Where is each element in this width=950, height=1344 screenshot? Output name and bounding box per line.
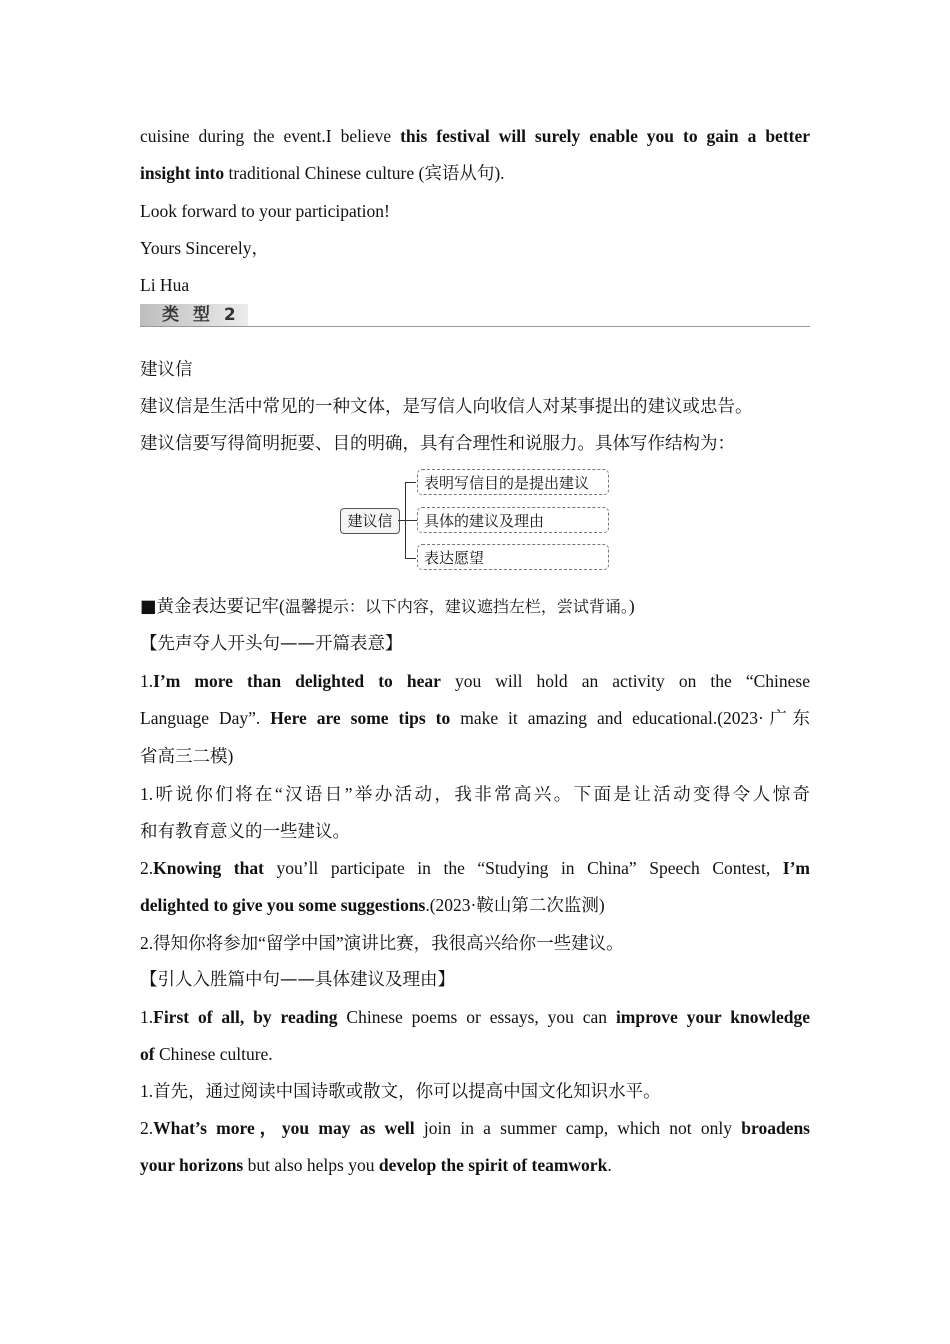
structure-diagram	[140, 468, 810, 580]
text: ).	[494, 163, 505, 183]
intro-paragraph-1: 建议信是生活中常见的一种文体，是写信人向收信人对某事提出的建议或忠告。	[140, 396, 753, 416]
source: 广东	[763, 709, 811, 729]
text: join in a summer camp, which not only	[414, 1118, 742, 1138]
text: Chinese poems or essays, you can	[337, 1007, 616, 1027]
num: 2.	[140, 858, 154, 878]
example-1-en	[140, 663, 810, 700]
bold-text: Here are some tips to	[270, 708, 451, 728]
example-1-cn-cont: 和有教育意义的一些建议。	[140, 821, 350, 841]
text: cuisine during the event.I believe	[140, 126, 401, 146]
intro-paragraph-2: 建议信要写得简明扼要、目的明确，具有合理性和说服力。具体写作结构为：	[140, 433, 735, 453]
text: you’ll participate in the “Studying in China” Speech Contest,	[263, 858, 783, 878]
group-2-heading: 【引人入胜篇中句——具体建议及理由】	[140, 970, 455, 990]
example-1-source	[140, 738, 810, 776]
golden-expressions-label	[140, 588, 810, 626]
label: ■黄金表达要记牢	[140, 597, 280, 617]
section-divider	[140, 304, 810, 327]
diagram-root: 建议信	[340, 508, 400, 534]
text: )	[628, 596, 635, 616]
bold-text: I’m more than delighted to hear	[153, 671, 441, 691]
text: but also helps you	[243, 1155, 379, 1175]
example-2-cn: 2.得知你将参加“留学中国”演讲比赛，我很高兴给你一些建议。	[140, 933, 624, 953]
text: traditional Chinese culture (	[224, 163, 425, 183]
diagram-child-suggestions: 具体的建议及理由	[417, 507, 609, 533]
intro-title: 建议信	[140, 359, 193, 379]
text: (	[279, 596, 285, 616]
bold-text: this festival will surely enable you to gain a better	[400, 126, 811, 146]
bold-text: What’s more，you may as well	[153, 1118, 415, 1138]
group-1-heading: 【先声夺人开头句——开篇表意】	[140, 634, 403, 654]
section-tab: 类 型 2	[140, 304, 248, 326]
example-1-en-cont	[140, 700, 810, 738]
source: 省高三二模	[140, 747, 228, 767]
bold-text: delighted to give you some suggestions	[140, 895, 426, 915]
text: .(2023·	[425, 895, 477, 915]
num: 1.	[140, 671, 154, 691]
connector	[405, 520, 417, 521]
letter-signature: Li Hua	[140, 275, 190, 295]
bold-text: broadens	[741, 1118, 810, 1138]
bold-text: develop the spirit of teamwork	[378, 1155, 608, 1175]
text: Chinese culture.	[154, 1044, 273, 1064]
diagram-child-purpose: 表明写信目的是提出建议	[417, 469, 609, 495]
example-3-en	[140, 999, 810, 1036]
example-2-en-cont	[140, 887, 810, 925]
num: 2.	[140, 1118, 154, 1138]
text: make it amazing and educational.(2023·	[450, 708, 764, 728]
diagram-child-wishes: 表达愿望	[417, 544, 609, 570]
bold-text: First of all, by reading	[153, 1007, 338, 1027]
example-4-en-cont	[140, 1147, 810, 1184]
letter-closing: Yours Sincerely，	[140, 238, 269, 258]
text: you will hold an activity on the “Chinese	[440, 671, 810, 691]
letter-line-1	[140, 118, 810, 155]
letter-line-2	[140, 155, 810, 193]
num: 1.	[140, 1007, 154, 1027]
example-3-en-cont	[140, 1036, 810, 1073]
bold-text: Knowing that	[153, 858, 264, 878]
letter-line-3: Look forward to your participation!	[140, 201, 390, 221]
source: 鞍山第二次监测	[476, 896, 599, 916]
text: Language Day”.	[140, 708, 271, 728]
bold-text: improve your knowledge	[615, 1007, 810, 1027]
bold-text: your horizons	[140, 1155, 244, 1175]
text: )	[598, 895, 605, 915]
text: .	[607, 1155, 612, 1175]
bold-text: insight into	[140, 163, 225, 183]
hint-text: 温馨提示：以下内容，建议遮挡左栏，尝试背诵。	[284, 597, 629, 616]
example-2-en	[140, 850, 810, 887]
example-3-cn: 1.首先，通过阅读中国诗歌或散文，你可以提高中国文化知识水平。	[140, 1081, 661, 1101]
text: )	[227, 746, 234, 766]
document-page	[140, 118, 810, 1184]
bold-text: of	[140, 1044, 155, 1064]
example-4-en	[140, 1110, 810, 1147]
bold-text: I’m	[782, 858, 810, 878]
grammar-note: 宾语从句	[424, 164, 495, 184]
example-1-cn: 1.听说你们将在“汉语日”举办活动，我非常高兴。下面是让活动变得令人惊奇	[140, 784, 810, 804]
